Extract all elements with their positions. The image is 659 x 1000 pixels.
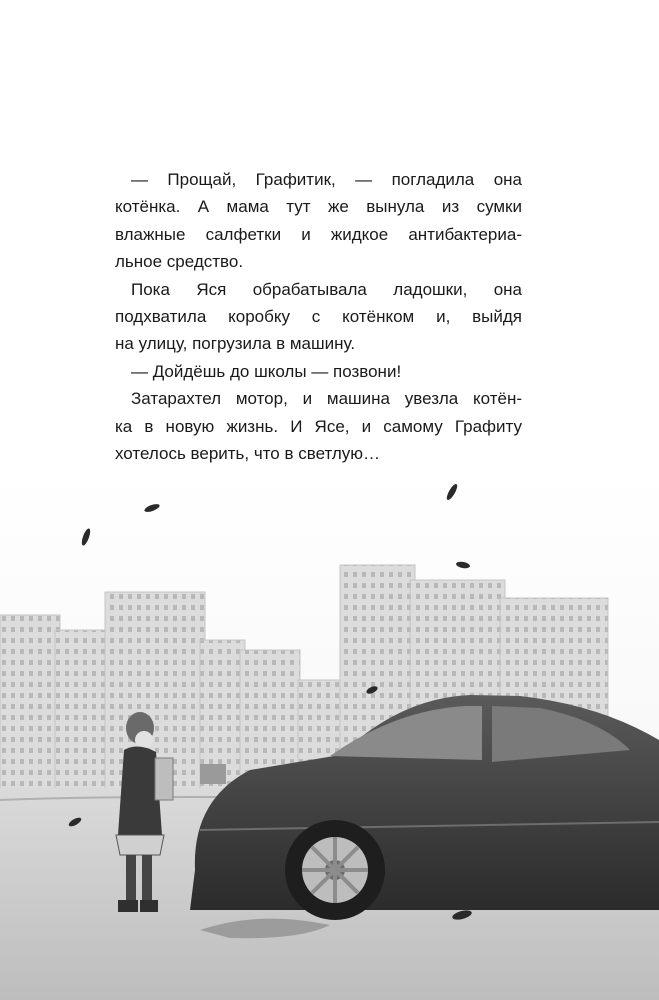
text-line-11: хотелось верить, что в светлую… — [115, 443, 381, 463]
text-line-2: котёнка. А мама тут же вынула из сумки — [115, 197, 522, 217]
text-line-3: влажные салфетки и жидкое антибактериа- — [115, 224, 522, 244]
street-illustration — [0, 470, 659, 1000]
text-line-6: подхватила коробку с котёнком и, выйдя — [115, 306, 522, 326]
story-text — [115, 166, 522, 467]
text-line-5: Пока Яся обрабатывала ладошки, она — [131, 279, 522, 299]
text-line-8: — Дойдёшь до школы — позвони! — [131, 361, 402, 381]
text-line-7: на улицу, погрузила в машину. — [115, 334, 356, 354]
text-line-9: Затарахтел мотор, и машина увезла котён- — [131, 389, 522, 409]
text-line-1: — Прощай, Графитик, — погладила она — [131, 170, 522, 189]
text-line-4: льное средство. — [115, 252, 244, 272]
text-line-10: ка в новую жизнь. И Ясе, и самому Графиту — [115, 416, 522, 436]
